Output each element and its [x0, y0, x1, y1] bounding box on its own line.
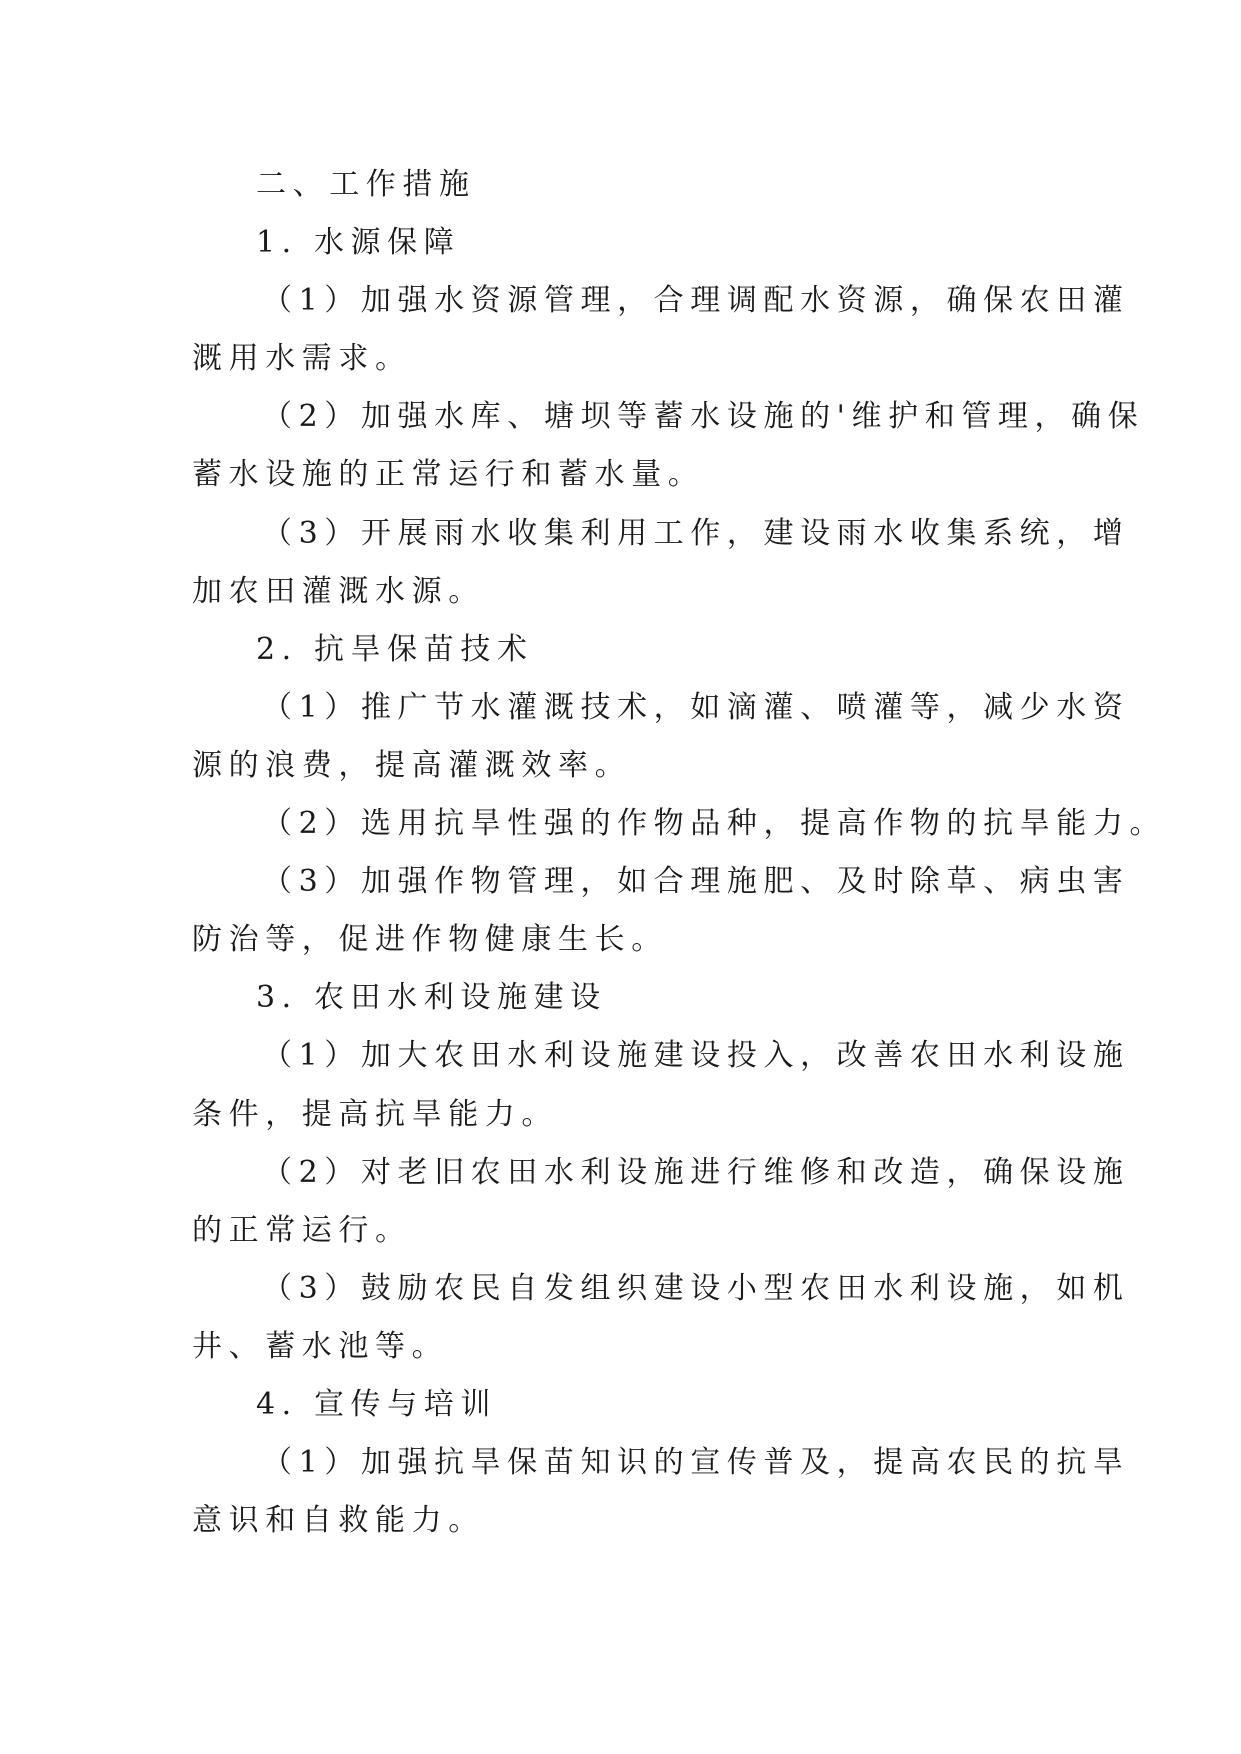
paragraph-line: （1）加强水资源管理，合理调配水资源，确保农田灌	[262, 283, 1130, 318]
paragraph-line: 意识和自救能力。	[192, 1503, 485, 1538]
paragraph-line: （1）加大农田水利设施建设投入，改善农田水利设施	[262, 1038, 1130, 1073]
paragraph-line: 蓄水设施的正常运行和蓄水量。	[192, 457, 705, 492]
paragraph-line: 条件，提高抗旱能力。	[192, 1097, 558, 1132]
paragraph-line: 防治等，促进作物健康生长。	[192, 922, 668, 957]
section-heading: 二、工作措施	[256, 167, 476, 202]
paragraph-line: 加农田灌溉水源。	[192, 574, 485, 609]
subsection-title-publicity-training: 4. 宣传与培训	[256, 1387, 497, 1422]
subsection-title-drought-tech: 2. 抗旱保苗技术	[256, 632, 534, 667]
subsection-title-water-source: 1. 水源保障	[256, 225, 461, 260]
paragraph-line: （1）加强抗旱保苗知识的宣传普及，提高农民的抗旱	[262, 1445, 1130, 1480]
paragraph-line: （3）加强作物管理，如合理施肥、及时除草、病虫害	[262, 864, 1130, 899]
paragraph-line: 的正常运行。	[192, 1213, 412, 1248]
paragraph-line: 溉用水需求。	[192, 341, 412, 376]
paragraph-line: （2）选用抗旱性强的作物品种，提高作物的抗旱能力。	[262, 806, 1167, 841]
paragraph-line: （1）推广节水灌溉技术，如滴灌、喷灌等，减少水资	[262, 690, 1130, 725]
subsection-title-irrigation-facilities: 3. 农田水利设施建设	[256, 980, 607, 1015]
paragraph-line: （2）加强水库、塘坝等蓄水设施的'维护和管理，确保	[262, 399, 1145, 434]
paragraph-line: （3）开展雨水收集利用工作，建设雨水收集系统，增	[262, 516, 1130, 551]
paragraph-line: 源的浪费，提高灌溉效率。	[192, 748, 632, 783]
paragraph-line: （2）对老旧农田水利设施进行维修和改造，确保设施	[262, 1155, 1130, 1190]
paragraph-line: （3）鼓励农民自发组织建设小型农田水利设施，如机	[262, 1271, 1130, 1306]
paragraph-line: 井、蓄水池等。	[192, 1329, 449, 1364]
